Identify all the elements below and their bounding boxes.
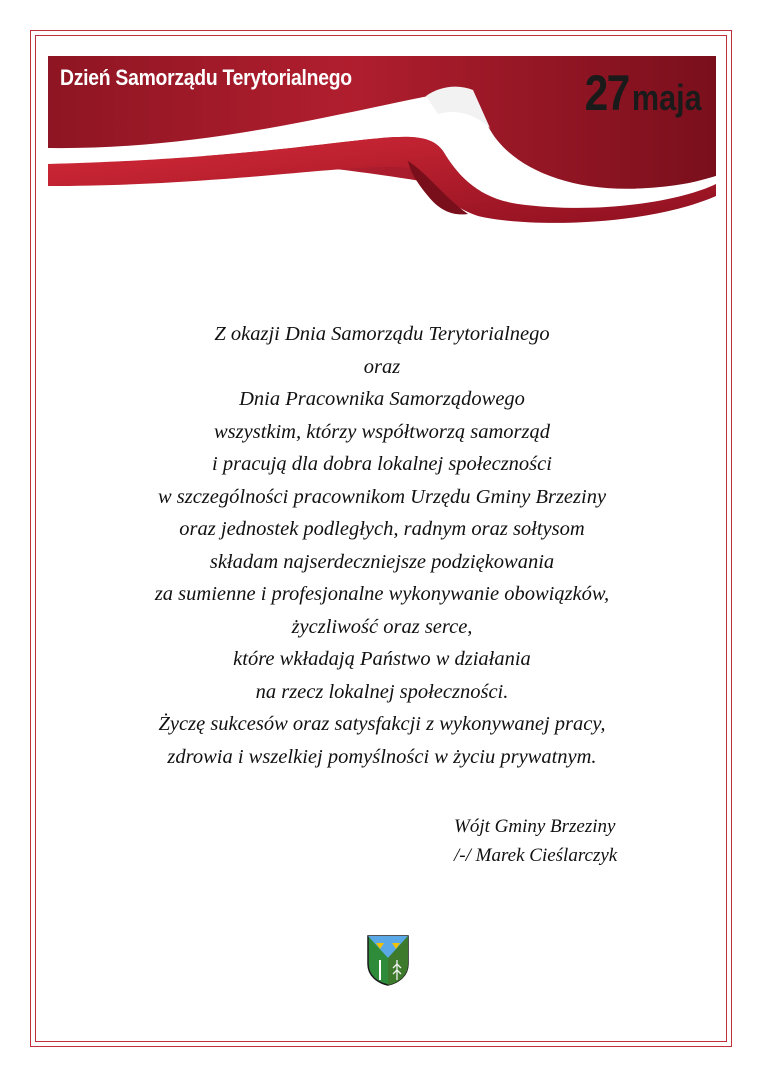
coat-of-arms-icon bbox=[366, 934, 410, 986]
greeting-message bbox=[40, 318, 724, 773]
message-line: składam najserdeczniejsze podziękowania bbox=[209, 550, 555, 573]
signature-title: Wójt Gminy Brzeziny bbox=[454, 816, 616, 837]
banner-title: Dzień Samorządu Terytorialnego bbox=[60, 65, 352, 90]
message-line: w szczególności pracownikom Urzędu Gminy Brzeziny bbox=[157, 485, 607, 508]
message-line: Dnia Pracownika Samorządowego bbox=[239, 388, 525, 410]
message-line: które wkładają Państwo w działania bbox=[233, 648, 531, 670]
banner-date-day: 27 bbox=[584, 65, 629, 121]
signature-name: /-/ Marek Cieślarczyk bbox=[454, 845, 618, 866]
message-line: na rzecz lokalnej społeczności. bbox=[255, 680, 509, 703]
message-line: Z okazji Dnia Samorządu Terytorialnego bbox=[214, 323, 550, 345]
message-line: oraz bbox=[363, 355, 401, 378]
banner-date bbox=[585, 64, 702, 122]
message-line: za sumienne i profesjonalne wykonywanie obowiązków, bbox=[154, 583, 610, 605]
message-line: i pracują dla dobra lokalnej społeczności bbox=[212, 453, 552, 475]
message-line: życzliwość oraz serce, bbox=[291, 615, 473, 638]
message-line: Życzę sukcesów oraz satysfakcji z wykonywanej pracy, bbox=[158, 713, 606, 735]
signature-block bbox=[454, 812, 617, 870]
banner-date-month: maja bbox=[632, 77, 702, 118]
message-line: zdrowia i wszelkiej pomyślności w życiu prywatnym. bbox=[167, 745, 597, 768]
message-line: oraz jednostek podległych, radnym oraz sołtysom bbox=[179, 518, 585, 540]
message-line: wszystkim, którzy współtworzą samorząd bbox=[213, 420, 550, 443]
